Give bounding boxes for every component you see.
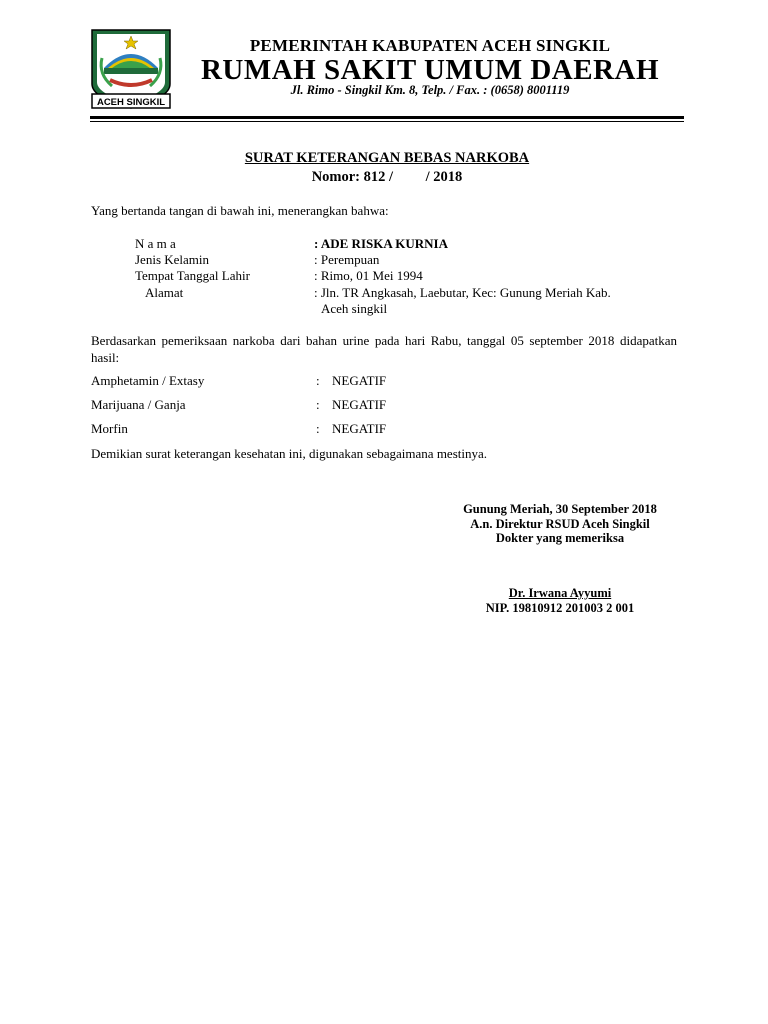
intro-text: Yang bertanda tangan di bawah ini, menerangkan bahwa: xyxy=(91,203,389,218)
result-value-marijuana: NEGATIF xyxy=(332,397,387,412)
identity-label-birth: Tempat Tanggal Lahir xyxy=(135,268,250,283)
result-separator: : xyxy=(316,421,320,436)
identity-label-gender: Jenis Kelamin xyxy=(135,252,210,267)
identity-value-address: : Jln. TR Angkasah, Laebutar, Kec: Gunung Meriah Kab. xyxy=(314,285,611,300)
result-test-morphine: Morfin xyxy=(91,421,128,436)
result-test-amphetamine: Amphetamin / Extasy xyxy=(91,373,205,388)
identity-label-name: N a m a xyxy=(135,236,176,251)
letterhead-government: PEMERINTAH KABUPATEN ACEH SINGKIL xyxy=(249,36,611,55)
result-separator: : xyxy=(316,373,320,388)
aceh-singkil-logo xyxy=(88,24,174,110)
letterhead-rule-thin xyxy=(90,121,684,122)
result-separator: : xyxy=(316,397,320,412)
letterhead-rule-thick xyxy=(90,116,684,119)
identity-value-gender: : Perempuan xyxy=(314,252,380,267)
closing-text: Demikian surat keterangan kesehatan ini, digunakan sebagaimana mestinya. xyxy=(91,446,487,461)
signature-place-date: Gunung Meriah, 30 September 2018 xyxy=(463,502,657,516)
document-title-text: SURAT KETERANGAN BEBAS NARKOBA xyxy=(244,150,530,166)
examination-paragraph: Berdasarkan pemeriksaan narkoba dari bahan urine pada hari Rabu, tanggal 05 september 2018 didapatkan hasil: xyxy=(91,333,677,365)
logo-text: ACEH SINGKIL xyxy=(96,97,166,108)
signature-nip: NIP. 19810912 201003 2 001 xyxy=(485,601,635,615)
signature-name: Dr. Irwana Ayyumi xyxy=(508,586,612,600)
identity-value-name: : ADE RISKA KURNIA xyxy=(314,236,448,251)
letterhead-hospital: RUMAH SAKIT UMUM DAERAH xyxy=(200,54,660,86)
document-title xyxy=(90,150,684,167)
identity-label-address: Alamat xyxy=(145,285,184,300)
document-number: Nomor: 812 / / 2018 xyxy=(311,169,463,185)
signature-role: Dokter yang memeriksa xyxy=(495,531,625,545)
signature-name-row xyxy=(420,586,700,601)
result-value-morphine: NEGATIF xyxy=(332,421,387,436)
result-test-marijuana: Marijuana / Ganja xyxy=(91,397,186,412)
identity-value-address-line2: Aceh singkil xyxy=(321,301,388,316)
signature-on-behalf: A.n. Direktur RSUD Aceh Singkil xyxy=(470,517,650,531)
identity-value-birth: : Rimo, 01 Mei 1994 xyxy=(314,268,423,283)
result-value-amphetamine: NEGATIF xyxy=(332,373,387,388)
letterhead-address: Jl. Rimo - Singkil Km. 8, Telp. / Fax. : (0658) 8001119 xyxy=(290,83,570,97)
